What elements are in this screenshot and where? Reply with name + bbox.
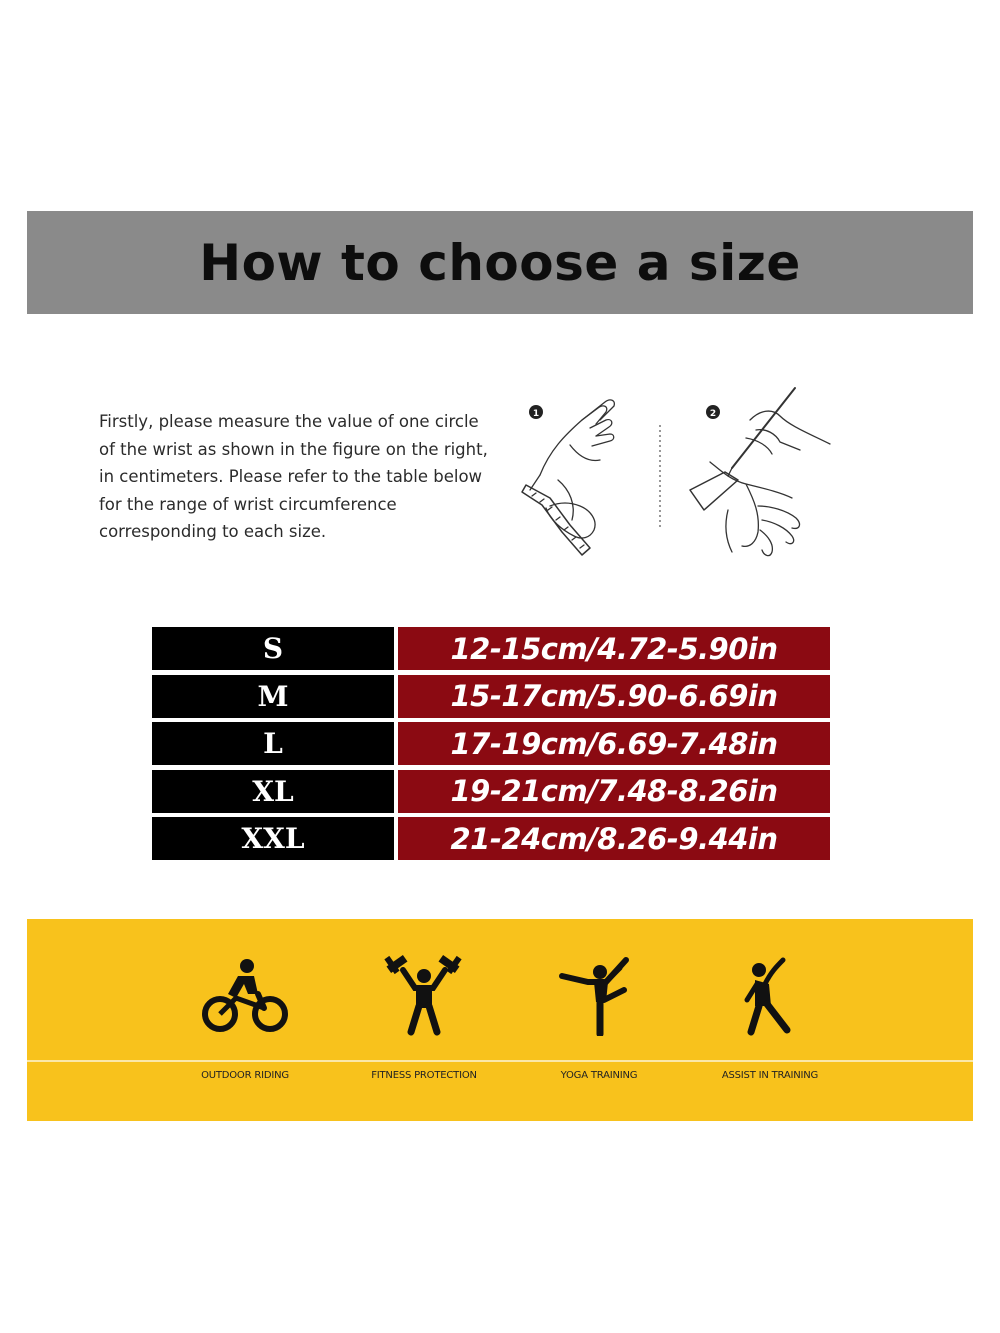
size-label: L xyxy=(152,722,394,765)
size-label: M xyxy=(152,675,394,718)
size-label: XXL xyxy=(152,817,394,860)
step-1-badge xyxy=(529,405,543,419)
activity-band xyxy=(27,919,973,1121)
step-2-number: 2 xyxy=(709,409,717,419)
table-row xyxy=(152,627,830,670)
activity-label: YOGA TRAINING xyxy=(560,1070,638,1081)
size-label: S xyxy=(152,627,394,670)
yoga-icon xyxy=(554,954,644,1036)
table-row xyxy=(152,675,830,718)
size-range: 15-17cm/5.90-6.69in xyxy=(398,675,830,718)
size-label: XL xyxy=(152,770,394,813)
size-range: 12-15cm/4.72-5.90in xyxy=(398,627,830,670)
table-row xyxy=(152,722,830,765)
activity-label: ASSIST IN TRAINING xyxy=(721,1070,819,1081)
table-row xyxy=(152,817,830,860)
size-table xyxy=(152,627,830,865)
wrist-measure-icon xyxy=(522,400,614,555)
size-range: 17-19cm/6.69-7.48in xyxy=(398,722,830,765)
stretching-icon xyxy=(725,954,815,1036)
table-row xyxy=(152,770,830,813)
size-range: 19-21cm/7.48-8.26in xyxy=(398,770,830,813)
wrist-measurement-illustration xyxy=(510,380,850,580)
band-divider xyxy=(27,1060,973,1062)
header-bar xyxy=(27,211,973,314)
activity-label: FITNESS PROTECTION xyxy=(371,1070,477,1081)
activity-yoga-training xyxy=(514,954,684,1081)
size-range: 21-24cm/8.26-9.44in xyxy=(398,817,830,860)
cyclist-icon xyxy=(200,954,290,1036)
step-2-badge xyxy=(706,405,720,419)
activity-fitness-protection xyxy=(339,954,509,1081)
weightlifter-icon xyxy=(379,954,469,1036)
step-1-number: 1 xyxy=(532,409,540,419)
page-title: How to choose a size xyxy=(199,233,801,292)
activity-assist-in-training xyxy=(685,954,855,1081)
activity-label: OUTDOOR RIDING xyxy=(201,1070,289,1081)
activity-outdoor-riding xyxy=(160,954,330,1081)
instructions-text: Firstly, please measure the value of one circle of the wrist as shown in the figure on the right, in centimeters. Please refer to the table below for the range of wrist circumference corresponding to each size. xyxy=(99,412,488,541)
